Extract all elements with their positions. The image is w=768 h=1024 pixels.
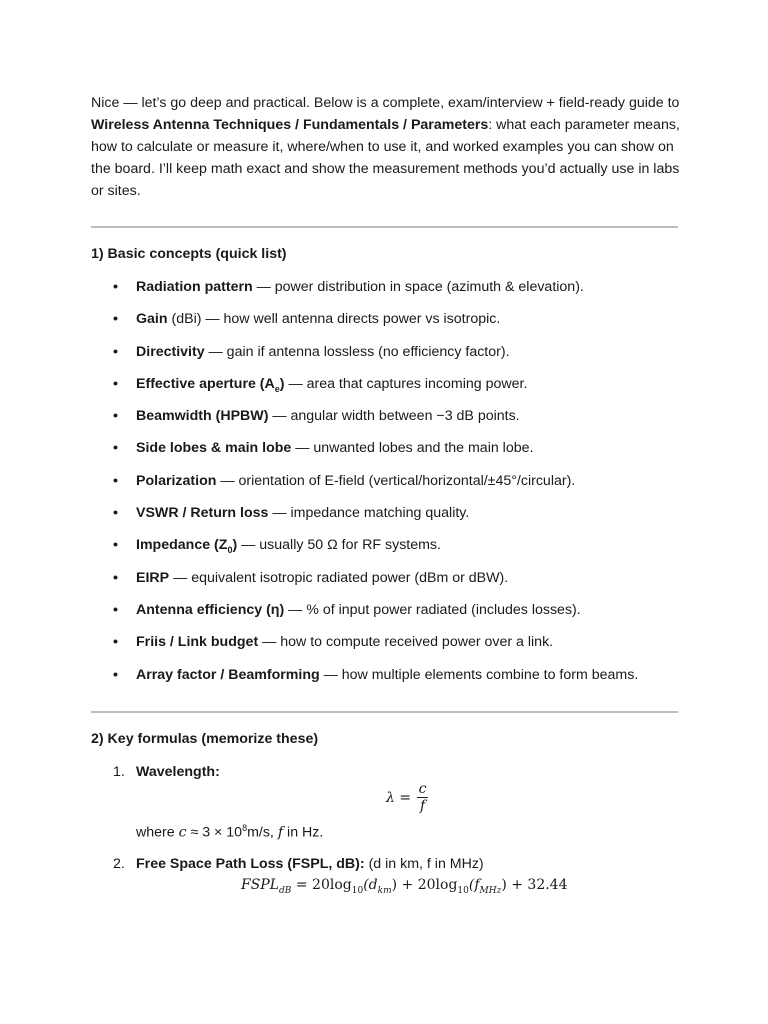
list-item [91, 311, 638, 343]
item-term: Friis / Link budget [136, 634, 259, 651]
fraction-numerator: c [418, 781, 427, 797]
item-desc: — equivalent isotropic radiated power (dBm or dBW). [169, 569, 509, 586]
bullet-icon: • [113, 440, 118, 457]
bullet-icon: • [113, 408, 118, 425]
bullet-icon: • [113, 472, 118, 489]
formula-title-wavelength: Wavelength: [136, 764, 220, 780]
equation-lhs: λ = [386, 789, 412, 806]
item-desc: — gain if antenna lossless (no efficiency factor). [204, 343, 510, 360]
formula-number: 1. [113, 764, 125, 780]
section-divider [91, 226, 678, 228]
bullet-icon: • [113, 375, 118, 392]
item-desc: (dBi) — how well antenna directs power vs isotropic. [167, 311, 501, 328]
item-desc: — area that captures incoming power. [284, 375, 528, 392]
intro-bold-topic: Wireless Antenna Techniques / Fundamentals / Parameters [91, 117, 489, 133]
list-item [91, 376, 638, 408]
list-item [91, 505, 638, 537]
bullet-icon: • [113, 505, 118, 522]
list-item [91, 537, 638, 569]
item-desc: — unwanted lobes and the main lobe. [291, 440, 534, 457]
item-term: Radiation pattern [136, 279, 253, 295]
item-desc: — orientation of E-field (vertical/horizontal/±45°/circular). [216, 472, 576, 489]
bullet-icon: • [113, 311, 118, 328]
bullet-icon: • [113, 279, 118, 295]
item-term: Effective aperture $(A_e)$ [136, 375, 285, 394]
list-item [91, 408, 638, 440]
wavelength-where-note: where $c \approx 3 \times 10^8m/s$, f in Hz. [136, 823, 324, 841]
item-term: Directivity [136, 343, 205, 360]
item-term: Impedance $(Z_0)$ [136, 537, 238, 556]
item-desc: — power distribution in space (azimuth & elevation). [252, 279, 584, 295]
item-term: Antenna efficiency (η) [136, 601, 285, 618]
intro-text-1: Nice — let’s go deep and practical. Below is a complete, exam/interview + field-ready guide to [91, 95, 680, 111]
wavelength-equation [386, 781, 428, 814]
item-desc: — angular width between −3 dB points. [268, 408, 520, 425]
section1-heading: 1) Basic concepts (quick list) [91, 246, 287, 262]
item-term: Array factor / Beamforming [136, 666, 320, 683]
list-item [91, 570, 638, 602]
item-term: Beamwidth (HPBW) [136, 408, 269, 425]
section-divider [91, 711, 678, 713]
intro-text-2: : what each parameter means, how to calculate or measure it, where/when to use it, and worked examples you can show on the board. I’ll keep math exact and show the measurement methods you’d actually use in labs or sites. [91, 117, 680, 199]
list-item [91, 602, 638, 634]
list-item [91, 279, 638, 311]
concepts-list [91, 279, 638, 699]
fraction-denominator: f [419, 798, 426, 814]
item-term: VSWR / Return loss [136, 505, 269, 522]
item-desc: — impedance matching quality. [268, 505, 470, 522]
fraction [417, 781, 428, 814]
list-item [91, 440, 638, 472]
list-item [91, 473, 638, 505]
bullet-icon: • [113, 569, 118, 586]
list-item [91, 344, 638, 376]
list-item [91, 667, 638, 699]
section2-heading: 2) Key formulas (memorize these) [91, 731, 319, 747]
item-desc: — how to compute received power over a link. [258, 634, 554, 651]
item-term: EIRP [136, 569, 170, 586]
bullet-icon: • [113, 634, 118, 651]
fspl-equation: $FSPL_{dB} = 20\log_{10}(d_{km}) + 20\log_{10}(f_{MHz}) + 32.44$ [241, 877, 568, 896]
item-desc: — usually 50 Ω for RF systems. [237, 537, 441, 554]
intro-paragraph [91, 92, 691, 202]
item-desc: — how multiple elements combine to form beams. [319, 666, 639, 683]
item-term: Side lobes & main lobe [136, 440, 292, 457]
formula-number: 2. [113, 856, 125, 872]
bullet-icon: • [113, 343, 118, 360]
bullet-icon: • [113, 666, 118, 683]
item-desc: — % of input power radiated (includes losses). [284, 601, 581, 618]
bullet-icon: • [113, 601, 118, 618]
formula-title-fspl: Free Space Path Loss (FSPL, dB): (d in km, f in MHz) [136, 856, 484, 872]
bullet-icon: • [113, 537, 118, 554]
list-item [91, 634, 638, 666]
item-term: Polarization [136, 472, 217, 489]
item-term: Gain [136, 311, 168, 328]
